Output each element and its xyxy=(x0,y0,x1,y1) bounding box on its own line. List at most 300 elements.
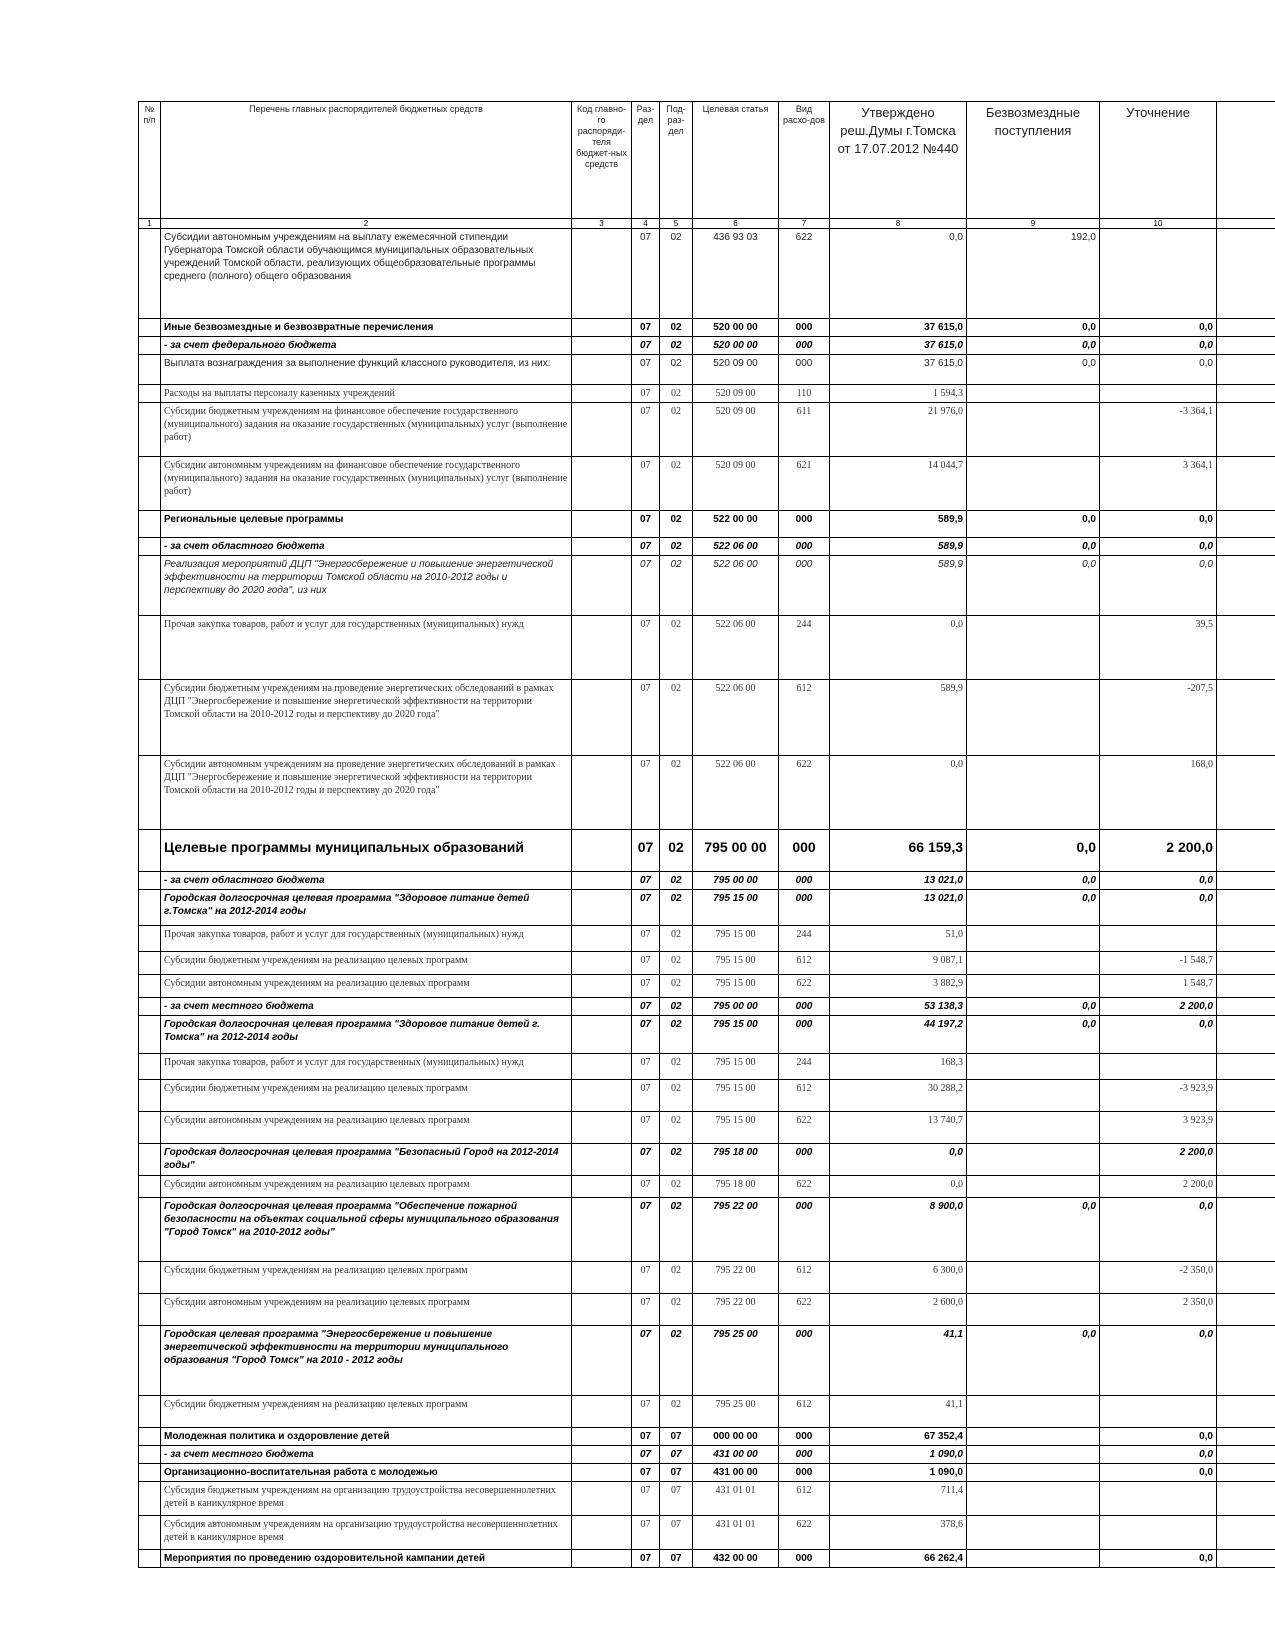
row-clarification: 1 548,7 xyxy=(1100,975,1217,998)
row-section: 07 xyxy=(632,1446,660,1464)
row-subsection: 02 xyxy=(660,556,693,616)
row-expense-type: 000 xyxy=(779,1326,830,1396)
row-target-article: 431 01 01 xyxy=(693,1482,779,1516)
row-clarification: 0,0 xyxy=(1100,872,1217,890)
table-row xyxy=(139,355,1275,385)
row-target-article: 795 25 00 xyxy=(693,1326,779,1396)
row-target-article: 795 00 00 xyxy=(693,872,779,890)
empty-cell xyxy=(1217,680,1275,756)
row-subsection: 02 xyxy=(660,1326,693,1396)
row-approved: 0,0 xyxy=(830,756,967,830)
row-clarification: -207,5 xyxy=(1100,680,1217,756)
row-expense-type: 000 xyxy=(779,1144,830,1176)
row-target-article: 795 22 00 xyxy=(693,1262,779,1294)
table-row xyxy=(139,756,1275,830)
empty-cell xyxy=(139,1112,161,1144)
row-section: 07 xyxy=(632,1550,660,1568)
row-section: 07 xyxy=(632,1428,660,1446)
row-name: - за счет местного бюджета xyxy=(161,1446,572,1464)
empty-cell xyxy=(572,890,632,926)
row-expense-type: 000 xyxy=(779,511,830,538)
row-subsection: 02 xyxy=(660,890,693,926)
row-target-article: 000 00 00 xyxy=(693,1428,779,1446)
empty-cell xyxy=(1217,616,1275,680)
column-number: 5 xyxy=(660,219,693,229)
row-section: 07 xyxy=(632,1294,660,1326)
row-target-article: 522 06 00 xyxy=(693,756,779,830)
row-approved: 37 615,0 xyxy=(830,319,967,337)
table-row xyxy=(139,975,1275,998)
row-approved: 13 021,0 xyxy=(830,890,967,926)
table-row xyxy=(139,998,1275,1016)
column-number: 7 xyxy=(779,219,830,229)
row-subsection: 02 xyxy=(660,385,693,403)
row-name: Городская долгосрочная целевая программа "Здоровое питание детей г. Томска" на 2012-2014 годы xyxy=(161,1016,572,1054)
empty-cell xyxy=(1217,1176,1275,1198)
table-row xyxy=(139,1428,1275,1446)
empty-cell xyxy=(572,952,632,975)
row-target-article: 520 09 00 xyxy=(693,385,779,403)
row-expense-type: 622 xyxy=(779,1294,830,1326)
empty-cell xyxy=(572,872,632,890)
empty-cell xyxy=(1217,1294,1275,1326)
empty-cell xyxy=(1217,1482,1275,1516)
row-name: Реализация мероприятий ДЦП "Энергосбережение и повышение энергетической эффективности на территории Томской области на 2010-2012 годы и перспективу до 2020 года", из них xyxy=(161,556,572,616)
row-subsection: 02 xyxy=(660,337,693,355)
row-expense-type: 612 xyxy=(779,680,830,756)
row-expense-type: 244 xyxy=(779,616,830,680)
row-free-receipts xyxy=(967,1446,1100,1464)
row-clarification: 0,0 xyxy=(1100,1198,1217,1262)
table-row xyxy=(139,1054,1275,1080)
row-name: - за счет федерального бюджета xyxy=(161,337,572,355)
row-approved: 13 740,7 xyxy=(830,1112,967,1144)
row-name: Целевые программы муниципальных образований xyxy=(161,830,572,872)
row-free-receipts: 0,0 xyxy=(967,1326,1100,1396)
empty-cell xyxy=(1217,1396,1275,1428)
row-expense-type: 622 xyxy=(779,1176,830,1198)
row-expense-type: 612 xyxy=(779,1080,830,1112)
table-row xyxy=(139,1198,1275,1262)
table-row xyxy=(139,830,1275,872)
row-name: Городская долгосрочная целевая программа "Безопасный Город на 2012-2014 годы" xyxy=(161,1144,572,1176)
empty-cell xyxy=(572,319,632,337)
row-clarification: 3 923,9 xyxy=(1100,1112,1217,1144)
row-section: 07 xyxy=(632,1198,660,1262)
row-subsection: 02 xyxy=(660,1262,693,1294)
table-row xyxy=(139,319,1275,337)
table-row xyxy=(139,1516,1275,1550)
empty-cell xyxy=(139,1144,161,1176)
row-name: Субсидии бюджетным учреждениям на реализацию целевых программ xyxy=(161,952,572,975)
empty-cell xyxy=(572,1446,632,1464)
row-section: 07 xyxy=(632,1396,660,1428)
row-approved: 1 090,0 xyxy=(830,1446,967,1464)
row-target-article: 520 09 00 xyxy=(693,457,779,511)
row-section: 07 xyxy=(632,830,660,872)
row-expense-type: 000 xyxy=(779,998,830,1016)
row-name: Субсидии автономным учреждениям на выплату ежемесячной стипендии Губернатора Томской области обучающимся муниципальных образовательных учреждений Томской области, реализующих общеобразовательные программы среднего (полного) общего образования xyxy=(161,229,572,319)
row-expense-type: 612 xyxy=(779,952,830,975)
empty-cell xyxy=(139,1262,161,1294)
row-free-receipts xyxy=(967,616,1100,680)
row-approved: 66 159,3 xyxy=(830,830,967,872)
row-expense-type: 000 xyxy=(779,1428,830,1446)
row-free-receipts xyxy=(967,926,1100,952)
empty-cell xyxy=(572,1262,632,1294)
row-target-article: 795 15 00 xyxy=(693,975,779,998)
row-free-receipts: 0,0 xyxy=(967,355,1100,385)
row-subsection: 02 xyxy=(660,998,693,1016)
empty-cell xyxy=(572,1464,632,1482)
row-approved: 21 976,0 xyxy=(830,403,967,457)
row-free-receipts xyxy=(967,403,1100,457)
empty-cell xyxy=(139,1176,161,1198)
row-expense-type: 622 xyxy=(779,229,830,319)
empty-cell xyxy=(139,556,161,616)
row-target-article: 795 15 00 xyxy=(693,926,779,952)
empty-cell xyxy=(572,556,632,616)
empty-cell xyxy=(572,1080,632,1112)
row-approved: 0,0 xyxy=(830,1176,967,1198)
row-expense-type: 622 xyxy=(779,1112,830,1144)
empty-cell xyxy=(1217,952,1275,975)
row-target-article: 522 06 00 xyxy=(693,556,779,616)
row-section: 07 xyxy=(632,1482,660,1516)
row-free-receipts xyxy=(967,1396,1100,1428)
row-target-article: 431 00 00 xyxy=(693,1446,779,1464)
header-number: № п/п xyxy=(139,102,161,219)
row-name: Субсидия автономным учреждениям на организацию трудоустройства несовершеннолетних детей в каникулярное время xyxy=(161,1516,572,1550)
row-clarification xyxy=(1100,229,1217,319)
row-free-receipts: 0,0 xyxy=(967,511,1100,538)
row-clarification: -1 548,7 xyxy=(1100,952,1217,975)
empty-cell xyxy=(139,756,161,830)
row-name: Субсидии автономным учреждениям на реализацию целевых программ xyxy=(161,1176,572,1198)
table-row xyxy=(139,385,1275,403)
row-section: 07 xyxy=(632,403,660,457)
table-row xyxy=(139,337,1275,355)
header-approved: Утверждено реш.Думы г.Томска от 17.07.2012 №440 xyxy=(830,102,967,219)
row-subsection: 02 xyxy=(660,975,693,998)
empty-cell xyxy=(1217,1198,1275,1262)
row-free-receipts: 0,0 xyxy=(967,872,1100,890)
row-section: 07 xyxy=(632,890,660,926)
row-section: 07 xyxy=(632,385,660,403)
empty-cell xyxy=(139,952,161,975)
row-name: Городская долгосрочная целевая программа "Обеспечение пожарной безопасности на объектах социальной сферы муниципального образования "Город Томск" на 2010-2012 годы" xyxy=(161,1198,572,1262)
row-clarification xyxy=(1100,1396,1217,1428)
row-approved: 0,0 xyxy=(830,616,967,680)
row-approved: 1 594,3 xyxy=(830,385,967,403)
row-subsection: 02 xyxy=(660,319,693,337)
row-clarification: 0,0 xyxy=(1100,890,1217,926)
row-subsection: 02 xyxy=(660,1198,693,1262)
row-approved: 67 352,4 xyxy=(830,1428,967,1446)
empty-cell xyxy=(572,998,632,1016)
empty-cell xyxy=(1217,1464,1275,1482)
row-name: Субсидии бюджетным учреждениям на реализацию целевых программ xyxy=(161,1396,572,1428)
row-free-receipts: 0,0 xyxy=(967,890,1100,926)
empty-cell xyxy=(1217,1326,1275,1396)
row-expense-type: 612 xyxy=(779,1482,830,1516)
row-clarification: -3 364,1 xyxy=(1100,403,1217,457)
row-expense-type: 000 xyxy=(779,337,830,355)
empty-cell xyxy=(572,511,632,538)
row-approved: 1 090,0 xyxy=(830,1464,967,1482)
row-subsection: 02 xyxy=(660,229,693,319)
row-subsection: 02 xyxy=(660,1054,693,1080)
empty-cell xyxy=(572,1144,632,1176)
row-subsection: 02 xyxy=(660,511,693,538)
row-name: Прочая закупка товаров, работ и услуг для государственных (муниципальных) нужд xyxy=(161,1054,572,1080)
table-row xyxy=(139,1464,1275,1482)
row-subsection: 02 xyxy=(660,457,693,511)
row-subsection: 02 xyxy=(660,616,693,680)
row-subsection: 02 xyxy=(660,403,693,457)
row-name: Прочая закупка товаров, работ и услуг для государственных (муниципальных) нужд xyxy=(161,616,572,680)
empty-cell xyxy=(1217,229,1275,319)
empty-cell xyxy=(139,1294,161,1326)
empty-cell xyxy=(1217,1428,1275,1446)
row-target-article: 431 01 01 xyxy=(693,1516,779,1550)
empty-cell xyxy=(1217,890,1275,926)
row-free-receipts xyxy=(967,1428,1100,1446)
header-gr-code: Код главно-го распоряди-теля бюджет-ных средств xyxy=(572,102,632,219)
row-approved: 589,9 xyxy=(830,538,967,556)
row-name: Прочая закупка товаров, работ и услуг для государственных (муниципальных) нужд xyxy=(161,926,572,952)
row-clarification: 0,0 xyxy=(1100,355,1217,385)
row-expense-type: 611 xyxy=(779,403,830,457)
row-clarification: 2 200,0 xyxy=(1100,1144,1217,1176)
row-target-article: 520 00 00 xyxy=(693,319,779,337)
empty-cell xyxy=(1217,457,1275,511)
column-number-row xyxy=(139,219,1275,229)
row-free-receipts: 0,0 xyxy=(967,1198,1100,1262)
empty-cell xyxy=(139,616,161,680)
row-section: 07 xyxy=(632,556,660,616)
row-free-receipts xyxy=(967,680,1100,756)
row-target-article: 436 93 03 xyxy=(693,229,779,319)
row-section: 07 xyxy=(632,975,660,998)
row-expense-type: 000 xyxy=(779,1550,830,1568)
row-approved: 589,9 xyxy=(830,680,967,756)
empty-cell xyxy=(572,926,632,952)
row-approved: 14 044,7 xyxy=(830,457,967,511)
row-expense-type: 000 xyxy=(779,355,830,385)
row-free-receipts xyxy=(967,1054,1100,1080)
row-free-receipts xyxy=(967,1464,1100,1482)
table-row xyxy=(139,1550,1275,1568)
row-clarification xyxy=(1100,1054,1217,1080)
row-name: Субсидии автономным учреждениям на проведение энергетических обследований в рамках ДЦП "Энергосбережение и повышение энергетической эффективности на территории Томской области на 2010-2012 годы и перспективу до 2020 года" xyxy=(161,756,572,830)
row-target-article: 795 15 00 xyxy=(693,952,779,975)
row-target-article: 795 00 00 xyxy=(693,830,779,872)
empty-cell xyxy=(139,538,161,556)
table-row xyxy=(139,1176,1275,1198)
empty-cell xyxy=(139,403,161,457)
row-expense-type: 000 xyxy=(779,1464,830,1482)
column-number: 1 xyxy=(139,219,161,229)
empty-cell xyxy=(139,1550,161,1568)
empty-cell xyxy=(1217,385,1275,403)
table-header xyxy=(139,102,1275,219)
empty-cell xyxy=(1217,1016,1275,1054)
row-name: Субсидия бюджетным учреждениям на организацию трудоустройства несовершеннолетних детей в каникулярное время xyxy=(161,1482,572,1516)
empty-cell xyxy=(139,1198,161,1262)
row-name: - за счет областного бюджета xyxy=(161,872,572,890)
row-expense-type: 000 xyxy=(779,872,830,890)
row-free-receipts: 0,0 xyxy=(967,337,1100,355)
row-approved: 378,6 xyxy=(830,1516,967,1550)
row-subsection: 02 xyxy=(660,1080,693,1112)
row-name: - за счет местного бюджета xyxy=(161,998,572,1016)
header-subsection: Под-раз-дел xyxy=(660,102,693,219)
row-expense-type: 000 xyxy=(779,319,830,337)
empty-cell xyxy=(1217,756,1275,830)
row-section: 07 xyxy=(632,1112,660,1144)
row-clarification: 2 200,0 xyxy=(1100,998,1217,1016)
row-free-receipts xyxy=(967,1144,1100,1176)
row-approved: 30 288,2 xyxy=(830,1080,967,1112)
row-expense-type: 612 xyxy=(779,1396,830,1428)
row-target-article: 432 00 00 xyxy=(693,1550,779,1568)
empty-cell xyxy=(1217,556,1275,616)
row-approved: 13 021,0 xyxy=(830,872,967,890)
row-free-receipts xyxy=(967,1516,1100,1550)
row-free-receipts: 0,0 xyxy=(967,830,1100,872)
empty-cell xyxy=(1217,998,1275,1016)
row-section: 07 xyxy=(632,1080,660,1112)
row-clarification: -3 923,9 xyxy=(1100,1080,1217,1112)
row-name: Субсидии автономным учреждениям на реализацию целевых программ xyxy=(161,1112,572,1144)
row-target-article: 520 09 00 xyxy=(693,355,779,385)
row-approved: 711,4 xyxy=(830,1482,967,1516)
header-expense-type: Вид расхо-дов xyxy=(779,102,830,219)
row-name: Расходы на выплаты персоналу казенных учреждений xyxy=(161,385,572,403)
row-name: Субсидии автономным учреждениям на реализацию целевых программ xyxy=(161,1294,572,1326)
row-free-receipts xyxy=(967,1262,1100,1294)
empty-cell xyxy=(1217,538,1275,556)
header-free-receipts: Безвозмездные поступления xyxy=(967,102,1100,219)
row-subsection: 02 xyxy=(660,756,693,830)
empty-cell xyxy=(572,1428,632,1446)
row-clarification: 2 350,0 xyxy=(1100,1294,1217,1326)
row-clarification: 0,0 xyxy=(1100,1446,1217,1464)
row-approved: 3 882,9 xyxy=(830,975,967,998)
empty-cell xyxy=(1217,1262,1275,1294)
column-number: 3 xyxy=(572,219,632,229)
row-expense-type: 000 xyxy=(779,538,830,556)
row-clarification: -2 350,0 xyxy=(1100,1262,1217,1294)
empty-cell xyxy=(139,457,161,511)
header-name: Перечень главных распорядителей бюджетных средств xyxy=(161,102,572,219)
empty-cell xyxy=(572,1054,632,1080)
column-number: 8 xyxy=(830,219,967,229)
empty-cell xyxy=(572,457,632,511)
row-name: Молодежная политика и оздоровление детей xyxy=(161,1428,572,1446)
row-subsection: 02 xyxy=(660,830,693,872)
row-clarification: 0,0 xyxy=(1100,1428,1217,1446)
empty-cell xyxy=(139,1054,161,1080)
empty-cell xyxy=(139,926,161,952)
table-row xyxy=(139,1262,1275,1294)
empty-cell xyxy=(1217,975,1275,998)
table-row xyxy=(139,1080,1275,1112)
row-section: 07 xyxy=(632,952,660,975)
row-name: Иные безвозмездные и безвозвратные перечисления xyxy=(161,319,572,337)
empty-cell xyxy=(572,1550,632,1568)
row-name: - за счет областного бюджета xyxy=(161,538,572,556)
row-target-article: 520 09 00 xyxy=(693,403,779,457)
row-section: 07 xyxy=(632,229,660,319)
row-free-receipts: 0,0 xyxy=(967,998,1100,1016)
column-number: 4 xyxy=(632,219,660,229)
empty-cell xyxy=(139,319,161,337)
header-target-article: Целевая статья xyxy=(693,102,779,219)
row-clarification xyxy=(1100,385,1217,403)
row-clarification: 0,0 xyxy=(1100,538,1217,556)
table-row xyxy=(139,1482,1275,1516)
empty-cell xyxy=(139,872,161,890)
empty-cell xyxy=(572,1112,632,1144)
table-row xyxy=(139,229,1275,319)
row-name: Мероприятия по проведению оздоровительной кампании детей xyxy=(161,1550,572,1568)
row-section: 07 xyxy=(632,680,660,756)
table-row xyxy=(139,556,1275,616)
row-free-receipts xyxy=(967,975,1100,998)
empty-cell xyxy=(1217,1112,1275,1144)
row-expense-type: 622 xyxy=(779,1516,830,1550)
row-name: Субсидии бюджетным учреждениям на реализацию целевых программ xyxy=(161,1080,572,1112)
row-free-receipts xyxy=(967,1482,1100,1516)
row-section: 07 xyxy=(632,319,660,337)
row-free-receipts xyxy=(967,756,1100,830)
row-target-article: 522 06 00 xyxy=(693,616,779,680)
empty-cell xyxy=(572,1176,632,1198)
row-subsection: 07 xyxy=(660,1516,693,1550)
row-section: 07 xyxy=(632,1054,660,1080)
row-section: 07 xyxy=(632,337,660,355)
row-subsection: 07 xyxy=(660,1550,693,1568)
row-section: 07 xyxy=(632,538,660,556)
row-free-receipts: 0,0 xyxy=(967,1016,1100,1054)
empty-cell xyxy=(1217,1080,1275,1112)
row-subsection: 07 xyxy=(660,1446,693,1464)
empty-cell xyxy=(139,385,161,403)
budget-table xyxy=(138,101,1275,1568)
row-target-article: 431 00 00 xyxy=(693,1464,779,1482)
empty-cell xyxy=(139,890,161,926)
row-name: Субсидии бюджетным учреждениям на финансовое обеспечение государственного (муниципального) задания на оказание государственных (муниципальных) услуг (выполнение работ) xyxy=(161,403,572,457)
row-target-article: 795 25 00 xyxy=(693,1396,779,1428)
row-section: 07 xyxy=(632,457,660,511)
row-approved: 589,9 xyxy=(830,556,967,616)
row-approved: 37 615,0 xyxy=(830,337,967,355)
empty-cell xyxy=(1217,1054,1275,1080)
row-subsection: 07 xyxy=(660,1482,693,1516)
row-name: Субсидии бюджетным учреждениям на проведение энергетических обследований в рамках ДЦП "Энергосбережение и повышение энергетической эффективности на территории Томской области на 2010-2012 годы и перспективу до 2020 года" xyxy=(161,680,572,756)
empty-cell xyxy=(139,355,161,385)
row-target-article: 795 15 00 xyxy=(693,1016,779,1054)
row-expense-type: 244 xyxy=(779,1054,830,1080)
table-row xyxy=(139,511,1275,538)
row-clarification: 0,0 xyxy=(1100,511,1217,538)
empty-cell xyxy=(1217,403,1275,457)
row-expense-type: 622 xyxy=(779,756,830,830)
row-target-article: 795 00 00 xyxy=(693,998,779,1016)
table-row xyxy=(139,872,1275,890)
